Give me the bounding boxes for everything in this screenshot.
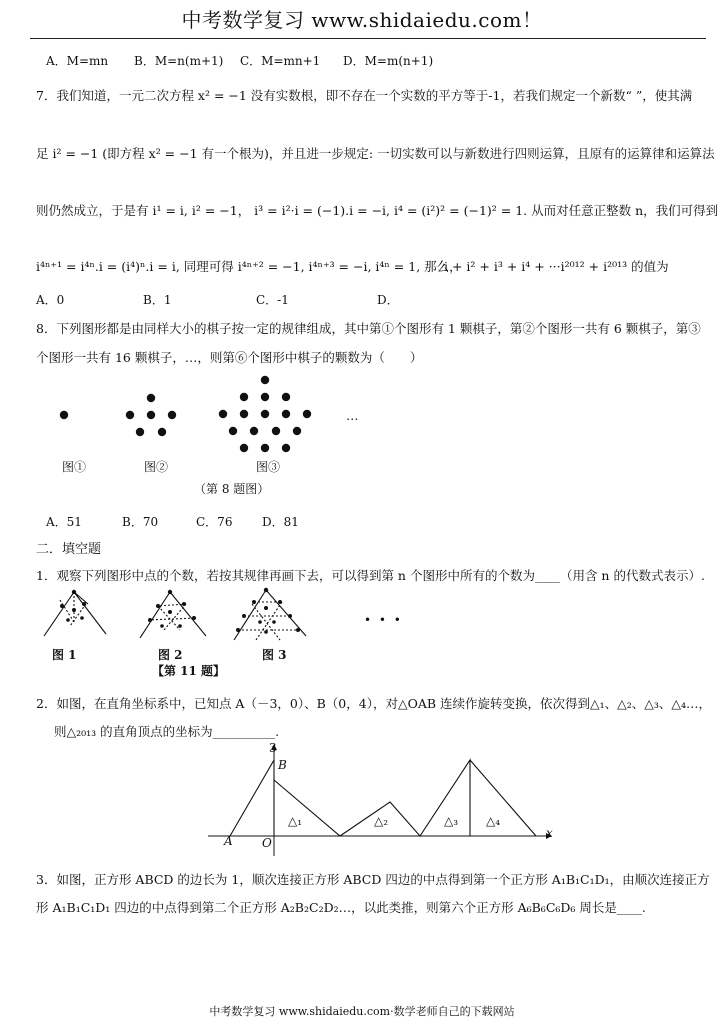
f2-y-tick: 3 — [269, 741, 277, 755]
f1-fig-label-2: 图 2 — [158, 648, 183, 662]
q8-fig1-dot — [60, 411, 68, 419]
q6-option-d: D．M=m(n+1) — [343, 54, 434, 68]
q7-line-3: 则仍然成立，于是有 i¹ = i, i² = −1， i³ = i²·i = (−1).i = −i, i⁴ = (i²)² = (−1)² = 1. 从而对任意正整数 n，我们可得到 — [36, 203, 719, 218]
q8-fig3-dot — [282, 444, 290, 452]
q7-line-4b: i + i² + i³ + i⁴ + ···i²⁰¹² + i²⁰¹³ 的值为 — [444, 259, 669, 274]
f2-line-1: 2．如图，在直角坐标系中，已知点 A（－3，0）、B（0，4），对△OAB 连续作旋转变换，依次得到△₁、△₂、△₃、△₄…， — [36, 696, 711, 711]
header-divider — [30, 38, 706, 39]
q6-option-b: B．M=n(m+1) — [134, 54, 224, 68]
q7-option-d: D． — [377, 293, 399, 307]
f2-line-2: 则△₂₀₁₃ 的直角顶点的坐标为__________. — [54, 724, 280, 739]
f1-fig-label-1: 图 1 — [52, 648, 77, 662]
q8-fig3-dot — [282, 393, 290, 401]
f2-triangle-1: △₁ — [288, 814, 303, 828]
f1-caption: 【第 11 题】 — [152, 664, 226, 678]
q8-fig2-dot — [168, 411, 176, 419]
f1-question: 1．观察下列图形中点的个数，若按其规律再画下去，可以得到第 n 个图形中所有的个数为____（用含 n 的代数式表示）. — [36, 568, 705, 583]
f1-point-figures — [30, 586, 350, 666]
section-2-title: 二．填空题 — [36, 542, 102, 557]
q8-fig3-dot — [282, 410, 290, 418]
f1-ellipsis: • • • — [364, 613, 403, 627]
q8-fig-label-2: 图② — [144, 460, 169, 474]
q8-fig-label-3: 图③ — [256, 460, 281, 474]
q8-line-1: 8．下列图形都是由同样大小的棋子按一定的规律组成，其中第①个图形有 1 颗棋子，第②个图形一共有 6 颗棋子，第③ — [36, 321, 701, 336]
q8-fig3-dot — [250, 427, 258, 435]
q8-fig3-dot — [261, 410, 269, 418]
q8-line-2: 个图形一共有 16 颗棋子，…，则第⑥个图形中棋子的颗数为（ ） — [36, 350, 423, 365]
page-header-title: 中考数学复习 www.shidaiedu.com！ — [181, 8, 543, 32]
q7-line-4a: i⁴ⁿ⁺¹ = i⁴ⁿ.i = (i⁴)ⁿ.i = i, 同理可得 i⁴ⁿ⁺² = −1, i⁴ⁿ⁺³ = −i, i⁴ⁿ = 1, 那么， — [36, 259, 462, 274]
q7-option-b: B．1 — [143, 293, 172, 307]
q8-fig2-dot — [136, 428, 144, 436]
q8-fig3-dot — [240, 444, 248, 452]
f2-point-a: A — [224, 834, 233, 848]
q8-fig3-dot — [261, 444, 269, 452]
f3-line-1: 3．如图，正方形 ABCD 的边长为 1，顺次连接正方形 ABCD 四边的中点得到第一个正方形 A₁B₁C₁D₁，由顺次连接正方 — [36, 872, 710, 887]
f2-point-b: B — [278, 758, 287, 772]
q8-option-b: B．70 — [122, 515, 159, 529]
q8-fig3-dot — [303, 410, 311, 418]
q8-option-d: D．81 — [262, 515, 299, 529]
f2-origin: O — [262, 836, 272, 850]
q6-option-a: A．M=mn — [46, 54, 109, 68]
q7-line-2: 足 i² = −1 (即方程 x² = −1 有一个根为)，并且进一步规定: 一切实数可以与新数进行四则运算，且原有的运算律和运算法 — [36, 146, 715, 161]
q8-ellipsis: … — [346, 408, 359, 423]
q8-option-a: A．51 — [46, 515, 82, 529]
f2-x-label: x — [546, 826, 553, 840]
q8-fig3-dot — [261, 393, 269, 401]
q8-fig3-dot — [261, 376, 269, 384]
q8-fig2-dot — [147, 411, 155, 419]
q8-fig3-dot — [240, 410, 248, 418]
f2-triangle-2: △₂ — [374, 814, 389, 828]
q7-option-c: C．-1 — [256, 293, 289, 307]
q8-fig3-dot — [293, 427, 301, 435]
q8-caption: （第 8 题图） — [194, 482, 270, 496]
q8-option-c: C．76 — [196, 515, 233, 529]
page-footer: 中考数学复习 www.shidaiedu.com·数学老师自己的下载网站 — [209, 1005, 515, 1018]
q7-line-1: 7．我们知道，一元二次方程 x² = −1 没有实数根，即不存在一个实数的平方等于-1，若我们规定一个新数“ ”，使其满 — [36, 88, 693, 103]
q8-fig3-dot — [272, 427, 280, 435]
f2-rotation-graph — [200, 740, 560, 860]
q8-fig3-dot — [229, 427, 237, 435]
q8-fig2-dot — [126, 411, 134, 419]
q8-fig2-dot — [147, 394, 155, 402]
q8-fig3-dot — [240, 393, 248, 401]
q8-fig2-dot — [158, 428, 166, 436]
q8-dot-figures — [0, 370, 400, 460]
f1-fig-label-3: 图 3 — [262, 648, 287, 662]
f2-triangle-chain — [230, 760, 274, 836]
f2-triangle-3: △₃ — [444, 814, 459, 828]
f3-line-2: 形 A₁B₁C₁D₁ 四边的中点得到第二个正方形 A₂B₂C₂D₂…，以此类推，则第六个正方形 A₆B₆C₆D₆ 周长是____. — [36, 900, 646, 915]
f2-triangle-4: △₄ — [486, 814, 501, 828]
q8-fig3-dot — [219, 410, 227, 418]
q7-option-a: A．0 — [36, 293, 65, 307]
q6-option-c: C．M=mn+1 — [240, 54, 321, 68]
q8-fig-label-1: 图① — [62, 460, 87, 474]
